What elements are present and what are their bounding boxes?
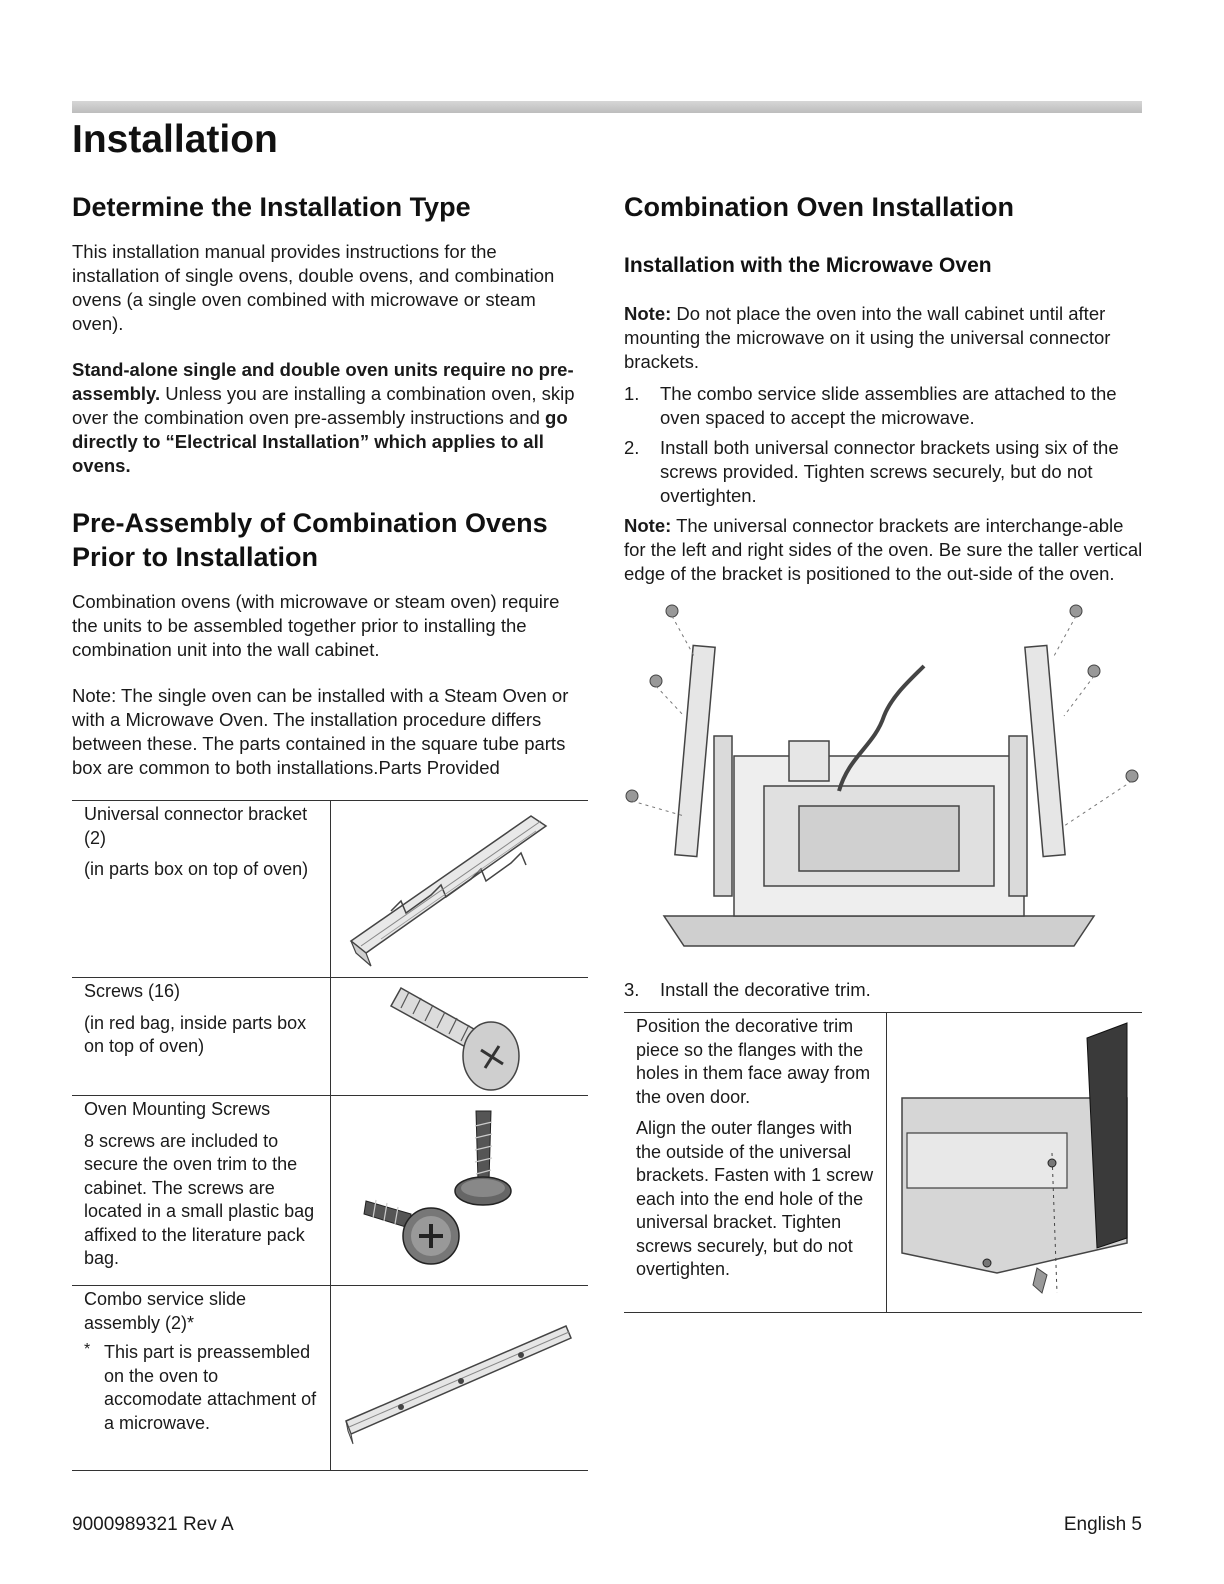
parts-text-cell [72, 1096, 330, 1286]
section-heading-pre-assembly [72, 506, 588, 574]
trim-instruction-2: Align the outer flanges with the outside of the universal brackets. Fasten with 1 screw each into the end hole of the universal bracket. Tighten screws securely, but do not overtighten. [636, 1118, 874, 1279]
bracket-icon [330, 801, 588, 978]
parts-row [72, 1286, 588, 1471]
standalone-bold-text: Stand-alone single and double oven units require no pre-assembly. [72, 359, 574, 404]
standalone-text: Unless you are installing a combination oven, skip over the combination oven pre-assembly instructions and [72, 383, 575, 428]
page-title: Installation [72, 118, 278, 161]
parts-text-cell [72, 801, 330, 978]
combination-paragraph: Combination ovens (with microwave or steam oven) require the units to be assembled together prior to installing the combination unit into the wall cabinet. [72, 591, 560, 660]
pre-assembly-heading-line1: Pre-Assembly of Combination Ovens [72, 508, 548, 538]
left-column [72, 190, 588, 1471]
step-item [624, 382, 1144, 430]
intro-paragraph: This installation manual provides instructions for the installation of single ovens, double ovens, and combination ovens (a single oven combined with microwave or steam oven). [72, 241, 555, 334]
part-name: Oven Mounting Screws [84, 1099, 271, 1119]
part-name: Universal connector bracket (2) [84, 804, 308, 848]
step-number: 1. [624, 383, 640, 404]
mounting-screws-icon [330, 1096, 588, 1286]
trim-text-cell [624, 1013, 887, 1313]
part-name: Combo service slide assembly (2)* [84, 1289, 247, 1333]
electrical-installation-reference: go directly to “Electrical Installation” which applies to all ovens. [72, 407, 568, 476]
step-item [624, 436, 1144, 508]
note-paragraph-2 [624, 514, 1144, 586]
part-name: Screws (16) [84, 981, 181, 1001]
part-detail: (in parts box on top of oven) [84, 859, 309, 879]
section-heading-installation-type: Determine the Installation Type [72, 192, 471, 222]
header-rule [72, 101, 1142, 113]
parts-row [72, 801, 588, 978]
step-item [624, 978, 1144, 1002]
part-detail: 8 screws are included to secure the oven trim to the cabinet. The screws are located in a small plastic bag affixed to the literature pack bag. [84, 1130, 315, 1268]
decorative-trim-figure [887, 1013, 1143, 1313]
step-text: Install the decorative trim. [660, 979, 871, 1000]
trim-table [624, 1012, 1142, 1313]
right-column [624, 190, 1144, 1313]
trim-row [624, 1013, 1142, 1313]
subheading-microwave: Installation with the Microwave Oven [624, 254, 992, 277]
part-detail: This part is preassembled on the oven to accomodate attachment of a microwave. [104, 1342, 317, 1433]
note-label: Note: [624, 515, 672, 536]
step-text: The combo service slide assemblies are attached to the oven spaced to accept the microwave. [660, 383, 1117, 428]
slide-assembly-icon [330, 1286, 588, 1471]
parts-text-cell [72, 1286, 330, 1471]
part-footnote [84, 1341, 320, 1435]
parts-row [72, 1096, 588, 1286]
screw-icon [330, 978, 588, 1096]
parts-text-cell [72, 978, 330, 1096]
step-number: 2. [624, 437, 640, 458]
step-number: 3. [624, 979, 640, 1000]
standalone-paragraph [72, 358, 588, 478]
section-heading-combination: Combination Oven Installation [624, 192, 1015, 222]
document-number: 9000989321 Rev A [72, 1514, 234, 1535]
trim-instruction-1: Position the decorative trim piece so the flanges with the holes in them face away from the oven door. [636, 1016, 871, 1107]
step-text: Install both universal connector brackets using six of the screws provided. Tighten screws securely, but do not overtighten. [660, 437, 1119, 506]
note-text: The universal connector brackets are interchange-able for the left and right sides of the oven. Be sure the taller vertical edge of the bracket is positioned to the out-side of the oven. [624, 515, 1143, 584]
parts-row [72, 978, 588, 1096]
note-paragraph-1 [624, 302, 1144, 374]
note-text: Do not place the oven into the wall cabinet until after mounting the microwave on it using the universal connector brackets. [624, 303, 1111, 372]
page-number: English 5 [1063, 1514, 1142, 1535]
footnote-marker: * [84, 1341, 91, 1358]
bracket-installation-figure [624, 596, 1144, 966]
part-detail: (in red bag, inside parts box on top of oven) [84, 1012, 307, 1056]
note-label: Note: [624, 303, 672, 324]
steps-list [624, 382, 1144, 508]
steam-microwave-note: Note: The single oven can be installed with a Steam Oven or with a Microwave Oven. The installation procedure differs between these. The parts contained in the square tube parts box are common to both installations.Parts Provided [72, 685, 569, 778]
parts-table [72, 800, 588, 1471]
pre-assembly-heading-line2: Prior to Installation [72, 542, 319, 572]
steps-list-continued [624, 978, 1144, 1002]
